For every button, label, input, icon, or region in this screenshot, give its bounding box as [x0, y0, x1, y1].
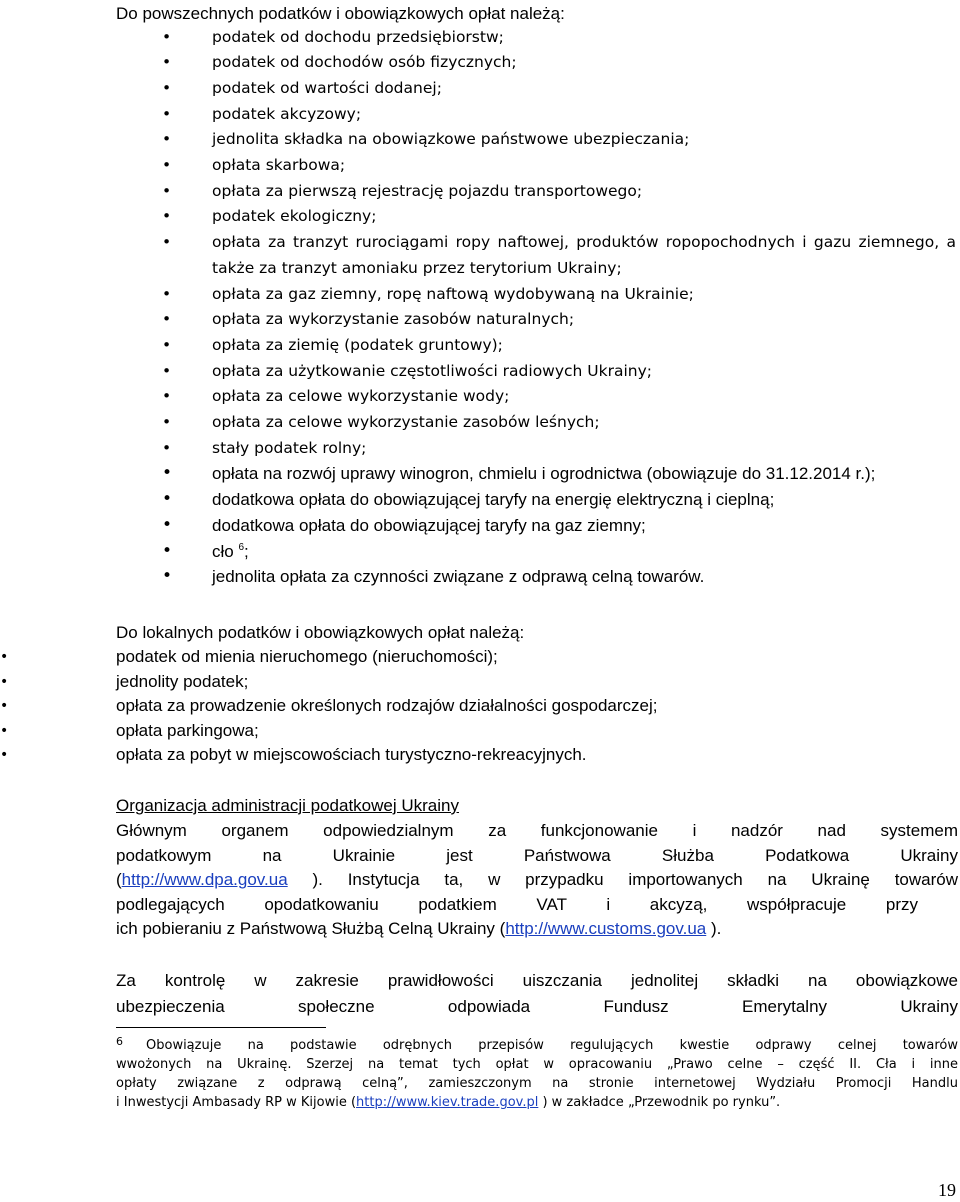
bullet: • — [162, 489, 173, 510]
bullet: • — [162, 233, 172, 252]
footnote-reference: 6 — [238, 541, 245, 553]
bullet: • — [162, 284, 172, 303]
paragraph-line: Za kontrolę w zakresie prawidłowości uiszczania jednolitej składki na obowiązkowe — [116, 971, 958, 990]
paragraph-line: ich pobieraniu z Państwową Służbą Celną Ukrainy (http://www.customs.gov.ua ). — [116, 919, 722, 939]
footnote-line: i Inwestycji Ambasady RP w Kijowie (http://www.kiev.trade.gov.pl ) w zakładce „Przewodnik po rynku”. — [116, 1095, 781, 1110]
bullet: • — [0, 722, 9, 739]
list-item: • jednolita opłata za czynności związane z odprawą celną towarów. — [0, 564, 960, 590]
footnote-line: wwożonych na Ukrainę. Szerzej na temat tych opłat w opracowaniu „Prawo celne – część II. Cła i inne — [116, 1057, 958, 1072]
organization-heading: Organizacja administracji podatkowej Ukrainy — [116, 796, 459, 815]
paragraph-line: podatkowym na Ukrainie jest Państwowa Służba Podatkowa Ukrainy — [116, 845, 958, 865]
control-paragraph — [116, 968, 958, 1020]
footnote — [116, 1036, 958, 1112]
list-item: • podatek akcyzowy; — [0, 102, 960, 128]
bullet: • — [162, 78, 172, 97]
list-item: • podatek od dochodu przedsiębiorstw; — [0, 25, 960, 51]
bullet: • — [162, 540, 173, 561]
bullet: • — [162, 463, 173, 484]
bullet: • — [162, 207, 172, 226]
footnote-separator — [116, 1027, 326, 1028]
footnote-line: 6 Obowiązuje na podstawie odrębnych przepisów regulujących kwestie odprawy celnej towarów — [116, 1035, 958, 1053]
footnote-line: opłaty związane z odprawą celną”, zamieszczonym na stronie internetowej Wydziału Promocji Handlu — [116, 1076, 958, 1091]
paragraph-line: Głównym organem odpowiedzialnym za funkcjonowanie i nadzór nad systemem — [116, 821, 958, 840]
page-number: 19 — [938, 1180, 956, 1200]
list-item: • dodatkowa opłata do obowiązującej taryfy na energię elektryczną i cieplną; — [0, 487, 960, 513]
bullet: • — [0, 747, 9, 764]
bullet: • — [162, 361, 172, 380]
local-taxes-list — [0, 645, 960, 768]
bullet: • — [162, 27, 172, 46]
bullet: • — [0, 673, 9, 690]
bullet: • — [0, 649, 9, 665]
list-item: • podatek od dochodów osób fizycznych; — [0, 50, 960, 76]
list-item: • stały podatek rolny; — [0, 436, 960, 462]
list-item: • opłata za pierwszą rejestrację pojazdu transportowego; — [0, 179, 960, 205]
list-item: • podatek ekologiczny; — [0, 204, 960, 230]
bullet: • — [162, 387, 172, 406]
bullet: • — [162, 53, 172, 72]
list-item: • opłata za prowadzenie określonych rodzajów działalności gospodarczej; — [0, 694, 960, 719]
list-item: • opłata na rozwój uprawy winogron, chmielu i ogrodnictwa (obowiązuje do 31.12.2014 r.); — [0, 461, 960, 487]
bullet: • — [162, 181, 172, 200]
bullet: • — [162, 566, 173, 587]
bullet: • — [0, 698, 9, 715]
list-item: • jednolity podatek; — [0, 670, 960, 695]
paragraph-line: (http://www.dpa.gov.ua ). Instytucja ta, w przypadku importowanych na Ukrainę towarów — [116, 870, 958, 890]
list-item: • opłata za pobyt w miejscowościach turystyczno-rekreacyjnych. — [0, 743, 960, 768]
dpa-link[interactable]: http://www.dpa.gov.ua — [121, 870, 288, 890]
local-taxes-heading: Do lokalnych podatków i obowiązkowych opłat należą: — [116, 623, 525, 642]
list-item: • podatek od mienia nieruchomego (nieruchomości); — [0, 645, 960, 670]
list-item: • dodatkowa opłata do obowiązującej taryfy na gaz ziemny; — [0, 513, 960, 539]
organization-paragraph — [116, 819, 958, 942]
bullet: • — [162, 335, 172, 354]
bullet: • — [162, 156, 172, 175]
bullet: • — [162, 310, 172, 329]
list-item: • opłata za gaz ziemny, ropę naftową wydobywaną na Ukrainie; — [0, 282, 960, 308]
list-item: • opłata skarbowa; — [0, 153, 960, 179]
national-taxes-heading: Do powszechnych podatków i obowiązkowych opłat należą: — [116, 4, 565, 23]
bullet: • — [162, 438, 172, 457]
list-item: • jednolita składka na obowiązkowe państwowe ubezpieczania; — [0, 127, 960, 153]
kiev-trade-link[interactable]: http://www.kiev.trade.gov.pl — [356, 1095, 539, 1110]
list-item: • opłata za użytkowanie częstotliwości radiowych Ukrainy; — [0, 359, 960, 385]
national-taxes-list — [0, 25, 960, 590]
paragraph-line: podlegających opodatkowaniu podatkiem VAT i akcyzą, współpracuje przy — [116, 894, 918, 914]
list-item: • opłata za tranzyt rurociągami ropy naftowej, produktów ropopochodnych i gazu ziemnego, a także za tranzyt amoniaku przez terytorium Ukrainy; — [0, 230, 960, 281]
list-item: • opłata parkingowa; — [0, 719, 960, 744]
list-item: • opłata za ziemię (podatek gruntowy); — [0, 333, 960, 359]
bullet: • — [162, 514, 173, 535]
bullet: • — [162, 413, 172, 432]
list-item: • opłata za celowe wykorzystanie zasobów leśnych; — [0, 410, 960, 436]
bullet: • — [162, 104, 172, 123]
bullet: • — [162, 130, 172, 149]
list-item: • opłata za celowe wykorzystanie wody; — [0, 384, 960, 410]
customs-link[interactable]: http://www.customs.gov.ua — [505, 919, 707, 939]
list-item-clo: • cło $^6$; — [0, 539, 960, 565]
paragraph-line: ubezpieczenia społeczne odpowiada Fundusz Emerytalny Ukrainy — [116, 997, 958, 1016]
list-item: • opłata za wykorzystanie zasobów naturalnych; — [0, 307, 960, 333]
list-item: • podatek od wartości dodanej; — [0, 76, 960, 102]
